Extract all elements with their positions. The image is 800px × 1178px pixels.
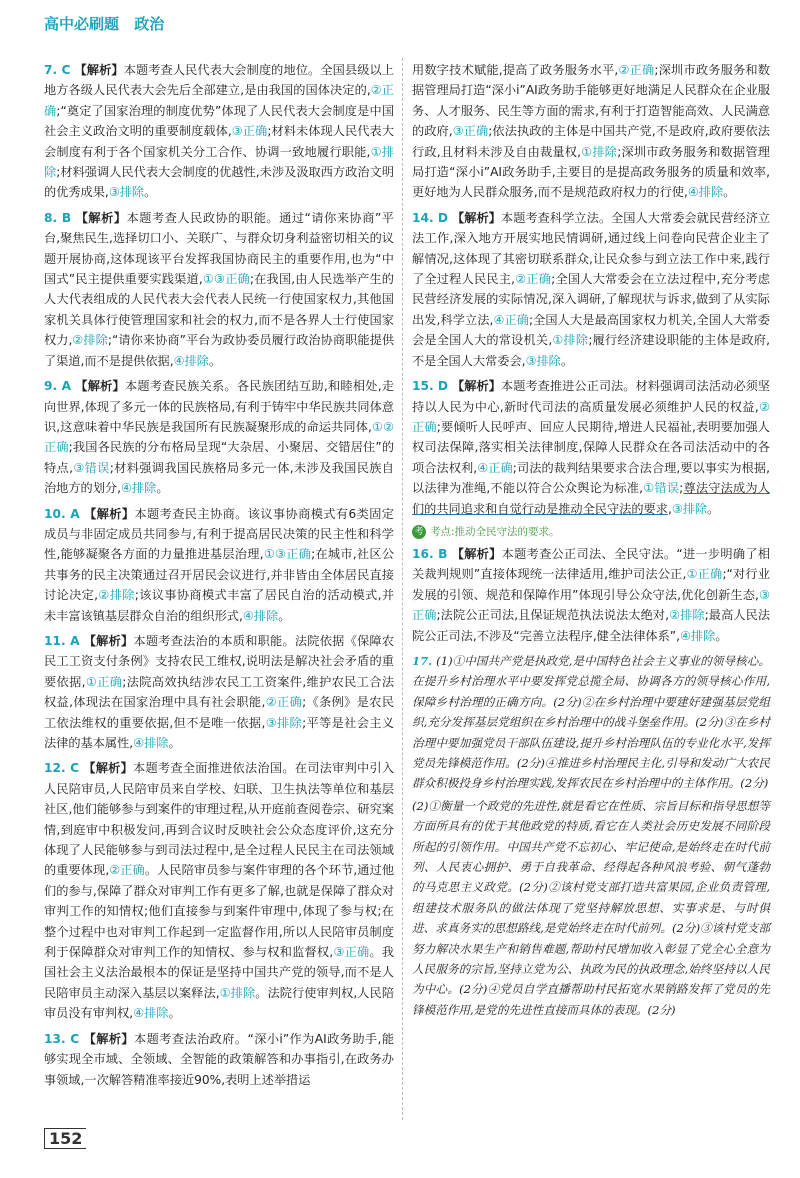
explanation-text: ;材料未体现人民代表大会制度有利于各个国家机关分工合作、协调一致地履行职能, [44,124,395,159]
verdict-mark: ④正确 [493,312,529,327]
verdict-mark: ④排除 [121,481,157,496]
question-number: 7. C [44,63,71,77]
explanation-text: 。 [278,608,291,623]
explanation-text: 。 [707,501,720,516]
verdict-mark: ②正确 [618,63,655,77]
verdict-mark: ③正确 [333,945,370,960]
verdict-mark: ②排除 [669,608,705,623]
verdict-mark: ①排除 [552,333,589,348]
explanation-text: ;全国人大常委会在立法过程中,充分考虑民营经济发展的实际情况,深入调研,了解现状与诉求,做到了从实际出发,科学立法, [412,272,770,327]
explanation-text: , [667,501,672,516]
question-number: 11. A [44,633,80,648]
verdict-mark: ②正确 [44,83,394,118]
explanation-text: ;深圳市政务服务和数据管理局打造“深小i”AI政务助手能够更好地满足人民群众在企业服务、人才服务、民生等方面的需求,有利于打造智能高效、人民满意的政府, [412,63,770,139]
column-divider [402,58,403,1120]
verdict-mark: ④正确 [477,460,513,475]
explanation-text: 。 [144,185,157,200]
verdict-mark: ①正确 [686,567,723,582]
underlined-text: 尊法守法成为人们的共同追求和自觉行动是推动全民守法的要求 [412,481,770,516]
analysis-tag: 【解析】 [83,506,135,521]
question-answer [44,631,394,753]
explanation-text: 。 [715,628,728,643]
answer-text: (1)①中国共产党是执政党,是中国特色社会主义事业的领导核心。在提升乡村治理水平中要发挥党总揽全局、协调各方的领导核心作用,保障乡村治理的正确方向。(2分)②在乡村治理中要建好建强基层党组织,充分发挥基层党组织在乡村治理中的战斗堡垒作用。(2分)③在乡村治理中要加强党员干部队伍建设,提升乡村治理队伍的专业化水平,发挥党员先锋模范作用。(2分)④推进乡村治理民主化,引导和发动广大农民群众积极投身乡村治理实践,发挥农民在乡村治理中的主体作用。(2分) [412,653,770,791]
question-answer [44,60,394,203]
verdict-mark: ④排除 [680,628,716,643]
explanation-text: 本题考查人民代表大会制度的地位。全国县级以上地方各级人民代表大会先后全部建立,是由我国的国体决定的, [44,63,394,98]
explanation-text: ;深圳市政务服务和数据管理局打造“深小i”AI政务助手,主要目的是提高政务服务的质量和效率,更好地为人民群众服务,而不是规范政府权力的行使, [412,144,770,200]
question-answer [412,544,770,646]
verdict-mark: ③排除 [108,185,145,200]
analysis-tag: 【解析】 [83,633,134,648]
explanation-text: 。 [208,353,222,368]
page-number: 152 [44,1128,86,1149]
verdict-mark: ②排除 [98,588,135,603]
verdict-mark: ③排除 [525,353,561,368]
question-number: 14. D [412,210,448,225]
question-number: 16. B [412,546,448,561]
explanation-text: ;法院高效执结涉农民工工资案件,维护农民工合法权益,体现法在国家治理中具有社会职能, [44,674,395,710]
analysis-tag: 【解析】 [83,761,134,776]
verdict-mark: ③排除 [265,715,303,730]
analysis-tag: 【解析】 [451,546,502,561]
subjective-answer [412,651,770,794]
question-answer [44,758,394,1023]
verdict-mark: ④排除 [133,736,169,750]
explanation-text: 本题考查法治政府。“深小i”作为AI政务助手,能够实现全市域、全领域、全智能的政策解答和办事指引,在政务办事领域,一次解答精准率接近90%,表明上述举措运 [44,1031,395,1087]
explanation-text: ;在城市,社区公共事务的民主决策通过召开居民会议进行,并非皆由全体居民直接讨论决定, [44,547,395,603]
left-column [44,60,394,1095]
verdict-mark: ②正确 [265,695,303,710]
analysis-tag: 【解析】 [75,379,125,394]
question-number: 17. [412,653,433,668]
exam-point-icon: 考 [412,525,426,539]
explanation-text: 。 [723,185,736,200]
question-number: 12. C [44,761,80,776]
explanation-text: 用数字技术赋能,提高了政务服务水平, [412,63,619,77]
subjective-answer [412,796,770,1020]
question-number: 9. A [44,379,72,394]
question-answer [44,376,394,498]
explanation-text: ;平等是社会主义法律的基本属性, [44,715,395,750]
explanation-text: 本题考查民族关系。各民族团结互助,和睦相处,走向世界,体现了多元一体的民族格局,有利于铸牢中华民族共同体意识,这意味着中华民族是我国所有民族凝聚形成的命运共同体, [44,379,395,434]
explanation-text: ;履行经济建设职能的主体是政府,不是全国人大常委会, [412,333,771,368]
question-answer [412,376,770,519]
explanation-text: ;法院公正司法,且保证规范执法说法太绝对, [436,608,670,623]
question-answer [44,1029,394,1090]
explanation-text: ;全国人大是最高国家权力机关,全国人大常委会是全国人大的常设机关, [412,312,770,348]
explanation-text: 。 [156,481,169,496]
question-answer [44,504,394,626]
question-answer [44,208,394,371]
verdict-mark: ②正确 [515,272,552,287]
explanation-text: ;材料强调人民代表大会制度的优越性,未涉及汲取西方政治文明的优秀成果, [44,165,395,200]
explanation-text: 本题考查科学立法。全国人大常委会就民营经济立法工作,深入地方开展实地民情调研,通过线上问卷向民营企业主了解情况,这体现了其密切联系群众,让民众参与到立法工作中来,践行了全过程人民民主, [412,210,771,287]
question-number: 15. D [412,379,448,394]
analysis-tag: 【解析】 [452,210,501,225]
explanation-text: ;我国各民族的分布格局呈现“大杂居、小聚居、交错居住”的特点, [44,440,395,475]
explanation-text: ;依法执政的主体是中国共产党,不是政府,政府要依法行政,且材料未涉及自由裁量权, [412,124,770,159]
answer-text: (2)①衡量一个政党的先进性,就是看它在性质、宗旨目标和指导思想等方面所具有的优于其他政党的特质,看它在人类社会历史发展不同阶段所起的引领作用。中国共产党不忘初心、牢记使命,是始终走在时代前列、人民衷心拥护、勇于自我革命、经得起各种风浪考验、朝气蓬勃的马克思主义政党。(2分)②该村党支部打造共富果园,企业负责管理,组建技术服务队的做法体现了党坚持解放思想、实事求是、与时俱进、求真务实的思想路线,是党始终走在时代前列。(2分)③该村党支部努力解决水果生产和销售难题,帮助村民增加收入彰显了党全心全意为人民服务的宗旨,坚持立党为公、执政为民的执政理念,始终坚持以人民为中心。(2分)④党员自学直播帮助村民拓宽水果销路发挥了党员的先锋模范作用,是党的先进性直接而具体的表现。(2分) [412,798,770,1017]
explanation-text: 。人民陪审员参与案件审理的各个环节,通过他们的参与,保障了群众对审判工作有更多了解,也就是保障了群众对审判工作的知情权;他们直接参与到案件审理中,体现了参与权;在整个过程中也对审判工作起到一定监督作用,所以人民陪审员制度利于保障群众对审判工作的知情权、参与权和监督权, [44,863,395,960]
verdict-mark: ③排除 [671,501,708,516]
verdict-mark: ①正确 [85,674,123,689]
question-number: 8. B [44,210,72,225]
explanation-text: ;“对行业发展的引领、规范和保障作用”体现引导公众守法,优化创新生态, [412,567,770,602]
verdict-mark: ④排除 [242,608,279,623]
explanation-text: ;该议事协商模式丰富了居民自治的活动模式,并未丰富该镇基层群众自治的组织形式, [44,588,395,623]
right-column [412,60,770,1022]
analysis-tag: 【解析】 [75,210,127,225]
analysis-tag: 【解析】 [452,379,501,394]
exam-point-note [412,524,770,540]
explanation-text: ;要倾听人民呼声、回应人民期待,增进人民福祉,表明要加强人权司法保障,落实相关法律制度,保障人民群众在各司法活动中的各项合法权利, [412,419,770,475]
verdict-mark: ②正确 [412,399,770,434]
verdict-mark: ④排除 [687,185,724,200]
verdict-mark: ①②正确 [44,419,395,455]
explanation-text: 本题考查民主协商。该议事协商模式有6类固定成员与非固定成员共同参与,有利于提高居民决策的民主性和科学性,能够凝聚各方面的力量推进基层治理, [44,506,394,562]
header-book-title: 高中必刷题 [44,15,120,33]
question-number: 10. A [44,506,80,521]
verdict-mark: ①错误 [643,481,680,496]
question-number: 13. C [44,1031,80,1046]
verdict-mark: ①③正确 [202,272,250,287]
explanation-text: 本题考查法治的本质和职能。法院依据《保障农民工工资支付条例》支持农民工维权,说明法是解决社会矛盾的重要依据, [44,633,395,689]
verdict-mark: ①排除 [581,144,618,159]
verdict-mark: ①排除 [44,144,394,180]
explanation-text: 。我国社会主义法治最根本的保证是坚持中国共产党的领导,而不是人民陪审员主动深入基层以案释法, [44,945,394,1000]
explanation-text: ;“奠定了国家治理的制度优势”体现了人民代表大会制度是中国社会主义政治文明的重要制度载体, [44,103,395,139]
explanation-text: ;“请你来协商”平台为政协委员履行政治协商职能提供了渠道,而不是提供依据, [44,333,395,368]
verdict-mark: ①排除 [219,985,256,1000]
question-answer [412,60,770,203]
explanation-text: ;最高人民法院公正司法,不涉及“完善立法程序,健全法律体系”, [412,608,771,643]
page-header [44,13,174,34]
explanation-text: ;在我国,由人民选举产生的人大代表组成的人民代表大会代表人民统一行使国家权力,其他国家机关具体行使管理国家和社会的权力,而不是各界人士行使国家权力, [44,272,394,348]
header-subject: 政治 [134,15,165,33]
verdict-mark: ④排除 [173,353,209,368]
verdict-mark: ②排除 [72,333,108,348]
explanation-text: 。 [168,1006,181,1021]
verdict-mark: ④排除 [133,1006,169,1021]
verdict-mark: ③正确 [412,587,770,623]
explanation-text: ;《条例》是农民工依法维权的重要依据,但不是唯一依据, [44,695,395,730]
verdict-mark: ①③正确 [263,547,312,562]
exam-point-text: 考点:推动全民守法的要求。 [430,525,560,538]
verdict-mark: ③正确 [231,124,268,139]
explanation-text: 。 [168,736,181,750]
explanation-text: 。 [560,353,574,368]
verdict-mark: ③正确 [452,124,489,139]
explanation-text: 本题考查推进公正司法。材料强调司法活动必须坚持以人民为中心,新时代司法的高质量发展必须维护人民的权益, [412,379,771,414]
explanation-text: ;材料强调我国民族格局多元一体,未涉及我国民族自治地方的划分, [44,460,394,496]
verdict-mark: ③错误 [72,460,110,475]
analysis-tag: 【解析】 [83,1031,135,1046]
explanation-text: 。法院行使审判权,人民陪审员没有审判权, [44,985,395,1021]
question-answer [412,208,770,371]
explanation-text: 本题考查人民政协的职能。通过“请你来协商”平台,聚焦民生,选择切口小、关联广、与群众切身利益密切相关的议题开展协商,这体现该平台发挥我国协商民主的重要作用,也为“中国式”民主提供重要实践渠道, [44,210,394,287]
explanation-text: ;司法的裁判结果要求合法合理,要以事实为根据,以法律为准绳,不能以符合公众舆论为标准, [412,460,770,496]
verdict-mark: ②正确 [109,863,145,878]
analysis-tag: 【解析】 [74,63,124,77]
explanation-text: ; [679,481,684,496]
explanation-text: 本题考查公正司法、全民守法。“进一步明确了相关裁判规则”直接体现统一法律适用,维护司法公正, [412,546,771,582]
explanation-text: 本题考查全面推进依法治国。在司法审判中引入人民陪审员,人民陪审员来自学校、妇联、卫生执法等单位和基层社区,他们能够参与到案件的审理过程,从开庭前查阅卷宗、研究案情,到庭审中积极发问,再到合议时反映社会公众态度评价,这充分体现了人民能够参与到司法过程中,是全过程人民民主在司法领域的重要体现, [44,761,395,878]
